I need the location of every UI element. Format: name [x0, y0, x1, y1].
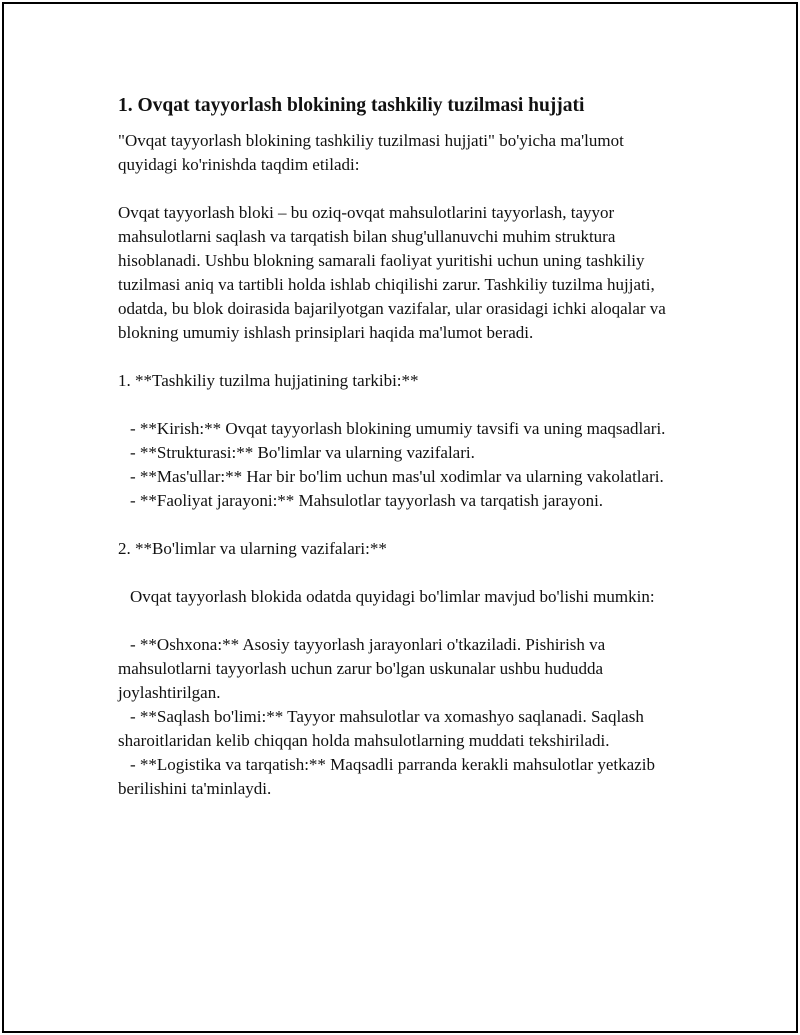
list-item: - **Saqlash bo'limi:** Tayyor mahsulotlar va xomashyo saqlanadi. Saqlash sharoitlaridan kelib chiqqan holda mahsulotlarning muddati tekshiriladi.	[118, 707, 649, 750]
section-2-list	[118, 633, 683, 801]
section-1-list	[118, 417, 683, 513]
list-item: - **Oshxona:** Asosiy tayyorlash jarayonlari o'tkaziladi. Pishirish va mahsulotlarni tayyorlash uchun zarur bo'lgan uskunalar ushbu hududda joylashtirilgan.	[118, 635, 610, 702]
section-1-title: 1. **Tashkiliy tuzilma hujjatining tarkibi:**	[118, 371, 419, 390]
intro-text: "Ovqat tayyorlash blokining tashkiliy tuzilmasi hujjati" bo'yicha ma'lumot quyidagi ko'rinishda taqdim etiladi:	[118, 131, 629, 174]
list-item: - **Strukturasi:** Bo'limlar va ularning vazifalari.	[130, 443, 475, 462]
list-item: - **Logistika va tarqatish:** Maqsadli parranda kerakli mahsulotlar yetkazib berilishini ta'minlaydi.	[118, 755, 660, 798]
list-item: - **Mas'ullar:** Har bir bo'lim uchun mas'ul xodimlar va ularning vakolatlari.	[130, 467, 664, 486]
list-item: - **Faoliyat jarayoni:** Mahsulotlar tayyorlash va tarqatish jarayoni.	[130, 491, 604, 510]
section-2-lead: Ovqat tayyorlash blokida odatda quyidagi bo'limlar mavjud bo'lishi mumkin:	[130, 587, 655, 606]
section-2-title: 2. **Bo'limlar va ularning vazifalari:**	[118, 539, 387, 558]
list-item: - **Kirish:** Ovqat tayyorlash blokining umumiy tavsifi va uning maqsadlari.	[130, 419, 666, 438]
description-paragraph: Ovqat tayyorlash bloki – bu oziq-ovqat mahsulotlarini tayyorlash, tayyor mahsulotlarni saqlash va tarqatish bilan shug'ullanuvchi muhim struktura hisoblanadi. Ushbu blokning samarali faoliyat yuritishi uchun uning tashkiliy tuzilmasi aniq va tartibli holda ishlab chiqilishi zarur. Tashkiliy tuzilma hujjati, odatda, bu blok doirasida bajarilyotgan vazifalar, ular orasidagi ichki aloqalar va blokning umumiy ishlash prinsiplari haqida ma'lumot beradi.	[118, 203, 671, 342]
document-body	[118, 92, 683, 801]
document-heading: 1. Ovqat tayyorlash blokining tashkiliy tuzilmasi hujjati	[118, 95, 585, 116]
